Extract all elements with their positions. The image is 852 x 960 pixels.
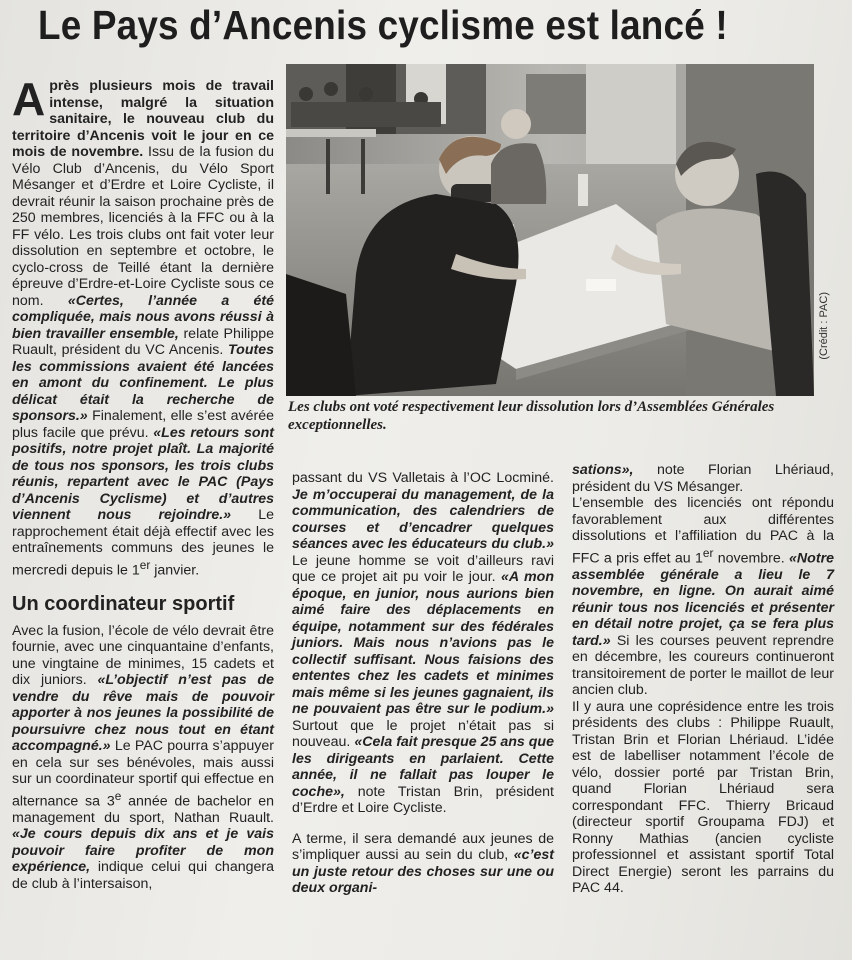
body-text: indique celui qui changera de club à l’intersaison, xyxy=(12,859,274,892)
photo-credit: (Crédit : PAC) xyxy=(818,292,830,360)
quote-text: «Notre assemblée générale a lieu le 7 novembre, en ligne. On aurait aimé réunir tous nos licenciés et présenter en détail notre projet, ça se fera plus tard.» xyxy=(572,550,834,649)
body-text: Surtout que le projet n’était pas si nouveau. xyxy=(292,717,554,750)
body-text: Le jeune homme se voit d’ailleurs ravi que ce projet ait pu voir le jour. xyxy=(292,552,554,585)
body-text: Issu de la fusion du Vélo Club d’Ancenis, du Vélo Sport Mésanger et d’Erdre et Loire Cycliste, il devrait réunir la saison prochaine près de 250 membres, licenciés à la FFC ou à la FF vélo. Les trois clubs ont fait voter leur dissolution en septembre et octobre, le cyclo-cross de Teillé étant la dernière épreuve d’Erdre-et-Loire Cycliste sous ce nom. xyxy=(12,144,274,309)
quote-text: «Je cours depuis dix ans et je vais pouvoir faire profiter de mon expérience, xyxy=(12,826,274,876)
paragraph xyxy=(572,495,834,699)
article-headline: Le Pays d’Ancenis cyclisme est lancé ! xyxy=(38,2,728,48)
body-text: A terme, il sera demandé aux jeunes de s’impliquer aussi au sein du club, xyxy=(292,830,554,863)
photo-illustration xyxy=(286,64,814,396)
subheading: Un coordinateur sportif xyxy=(12,592,235,615)
paragraph xyxy=(292,470,554,817)
drop-cap: A xyxy=(12,73,46,125)
body-text: Finalement, elle s’est avérée plus facile que prévu. xyxy=(12,408,274,441)
lead-text: près plusieurs mois de travail intense, malgré la situation sanitaire, le nouveau club du territoire d’Ancenis voit le jour en ce mois de novembre. xyxy=(12,78,274,160)
quote-text: «A mon époque, en junior, nous aurions bien aimé faire des déplacements en équipe, notamment sur des fédérales juniors. Mais nous n’avions pas le collectif suffisant. Nous faisions des ententes chez les cadets et minimes mais même si les jeunes gagnaient, ils ne pouvaient pas être sur le podium.» xyxy=(292,569,554,717)
body-text: Il y aura une coprésidence entre les trois présidents des clubs : Philippe Ruault, Tristan Brin et Florian Lhériaud. L’idée est de labelliser notamment l’école de vélo, dossier porté par Tristan Brin, quand Florian Lhériaud sera correspondant FFC. Thierry Bricaud (directeur sportif Groupama FDJ) et Ronny Mathias (ancien cycliste professionnel et assistant sportif Total Direct Energie) seront les parrains du PAC 44. xyxy=(572,698,834,897)
quote-text: sations», xyxy=(572,462,634,478)
paragraph xyxy=(12,623,274,893)
body-text: année de bachelor en management du sport, Nathan Ruault. xyxy=(12,793,275,826)
paragraph xyxy=(292,831,554,897)
body-text: Avec la fusion, l’école de vélo devrait être fournie, avec une cinquantaine d’enfants, une vingtaine de minimes, 15 cadets et dix juniors. xyxy=(12,622,274,689)
body-text: Si les courses peuvent reprendre en décembre, les coureurs continueront transitoirement de porter le maillot de leur ancien club. xyxy=(572,632,834,699)
article-column-1 xyxy=(12,73,275,892)
body-text: note Tristan Brin, président d’Erdre et Loire Cycliste. xyxy=(292,783,554,816)
quote-text: «c’est un juste retour des choses sur une ou deux organi- xyxy=(292,847,554,896)
article-column-3 xyxy=(572,462,834,897)
quote-text: Toutes les commissions avaient été lancées en amont du confinement. Le plus délicat était la recherche de sponsors.» xyxy=(12,342,274,424)
body-text: Le PAC pourra s’appuyer en cela sur ses bénévoles, mais aussi sur un coordinateur sportif qui effectue en alternance sa 3 xyxy=(12,738,274,810)
superscript: er xyxy=(702,545,714,560)
body-text: passant du VS Valletais à l’OC Locminé. xyxy=(292,470,554,486)
body-text: novembre. xyxy=(713,550,790,567)
paragraph xyxy=(572,699,834,897)
photo-caption: Les clubs ont voté respectivement leur dissolution lors d’Assemblées Générales exceptionnelles. xyxy=(288,399,775,433)
body-text: relate Philippe Ruault, président du VC Ancenis. xyxy=(12,325,274,358)
superscript: er xyxy=(139,557,151,572)
body-text: Le rapprochement était déjà effectif avec les entraînements communs des jeunes le mercredi depuis le 1 xyxy=(12,507,274,579)
paragraph xyxy=(572,462,834,495)
body-text: janvier. xyxy=(150,562,200,579)
quote-text: «L’objectif n’est pas de vendre du rêve mais de pouvoir apporter à nos jeunes la possibilité de poursuivre chez nous tout en étant accompagné.» xyxy=(12,672,274,755)
body-text: L’ensemble des licenciés ont répondu favorablement aux différentes dissolutions et l’affiliation du PAC à la FFC a pris effet au 1 xyxy=(572,495,834,567)
quote-text: «Cela fait presque 25 ans que les dirigeants en parlaient. Cette année, il ne fallait pas louper le coche», xyxy=(292,734,554,800)
superscript: e xyxy=(114,788,122,803)
article-photo xyxy=(286,64,814,396)
quote-text: Je m’occuperai du management, de la communication, des calendriers de courses et d’encadrer quelques séances avec les éducateurs du club.» xyxy=(292,486,554,552)
quote-text: «Certes, l’année a été compliquée, mais nous avons réussi à bien travailler ensemble, xyxy=(12,292,275,342)
paragraph xyxy=(12,73,275,579)
body-text: note Florian Lhériaud, président du VS Mésanger. xyxy=(572,462,834,495)
quote-text: «Les retours sont positifs, notre projet plaît. La majorité de tous nos sponsors, les trois clubs réunis, repartent avec le PAC (Pays d’Ancenis Cyclisme) et d’autres viennent nous rejoindre.» xyxy=(12,424,274,523)
article-column-2 xyxy=(292,470,554,897)
